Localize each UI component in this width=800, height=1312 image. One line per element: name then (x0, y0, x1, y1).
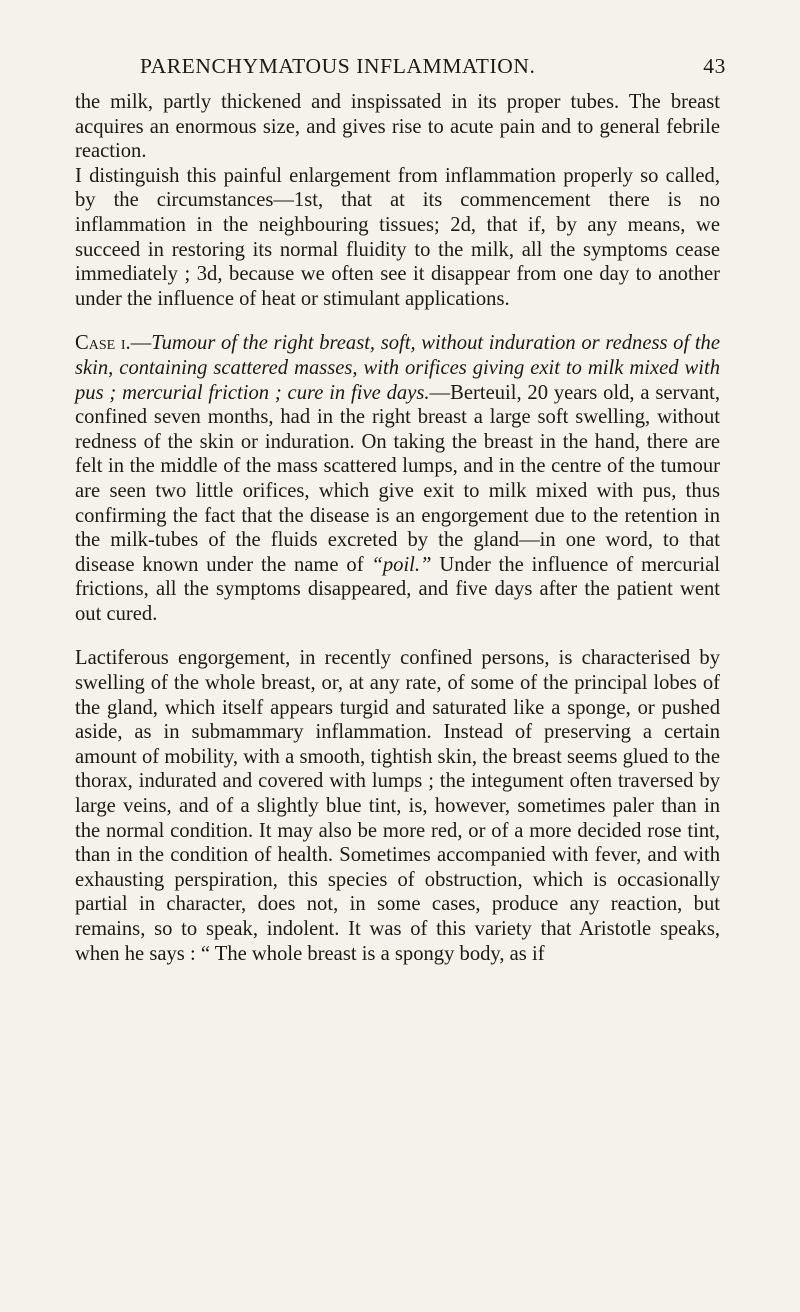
case-dash: — (130, 332, 152, 355)
paragraph-gap (75, 311, 720, 331)
paragraph-lactiferous: Lactiferous engorgement, in recently confined persons, is characterised by swelling of the whole breast, or, at any rate, of some of the principal lobes of the gland, which itself appears turgid and saturated like a sponge, or pushed aside, as in submammary inflammation. Instead of preserving a certain amount of mobility, with a smooth, tightish skin, the breast seems glued to the thorax, indurated and covered with lumps ; the integument often traversed by large veins, and of a slightly blue tint, is, however, sometimes paler than in the normal condition. It may also be more red, or of a more decided rose tint, than in the condition of health. Sometimes accompanied with fever, and with exhausting perspiration, this species of obstruction, which is occasionally partial in character, does not, in some cases, produce any reaction, but remains, so to speak, indolent. It was of this variety that Aristotle speaks, when he says : “ The whole breast is a spongy body, as if (75, 647, 720, 965)
paragraph-distinction: I distinguish this painful enlargement from inflammation properly so called, by the circumstances—1st, that at its commencement there is no inflammation in the neighbouring tissues; 2d, that if, by any means, we succeed in restoring its normal fluidity to the milk, all the symptoms cease immediately ; 3d, because we often see it disappear from one day to another under the influence of heat or stimulant applications. (75, 164, 720, 310)
case-label: Case i. (75, 332, 131, 355)
paragraph-gap (75, 626, 720, 646)
case-text-after: Under the influence of mercurial frictions, all the symptoms disappeared, and five days after the patient went out cured. (75, 553, 721, 625)
running-title: PARENCHYMATOUS INFLAMMATION. (140, 54, 536, 78)
page-number: 43 (703, 54, 726, 78)
paragraph-case-one (75, 331, 720, 626)
case-title: Tumour of the right breast, soft, without induration or redness of the skin, containing scattered masses, with orifices giving exit to milk mixed with pus ; mercurial friction ; cure in five days. (75, 332, 720, 404)
case-text-before: —Berteuil, 20 years old, a servant, confined seven months, had in the right breast a large soft swelling, without redness of the skin or induration. On taking the breast in the hand, there are felt in the middle of the mass scattered lumps, and in the centre of the tumour are seen two little orifices, which give exit to milk mixed with pus, thus confirming the fact that the disease is an engorgement due to the retention in the milk-tubes of the fluids excreted by the gland—in one word, to that disease known under the name of (75, 381, 720, 576)
paragraph-continuation: the milk, partly thickened and inspissated in its proper tubes. The breast acquires an enormous size, and gives rise to acute pain and to general febrile reaction. (75, 91, 720, 163)
case-poil-term: “poil.” (371, 553, 432, 576)
body-text (75, 90, 720, 966)
running-head (75, 48, 726, 82)
